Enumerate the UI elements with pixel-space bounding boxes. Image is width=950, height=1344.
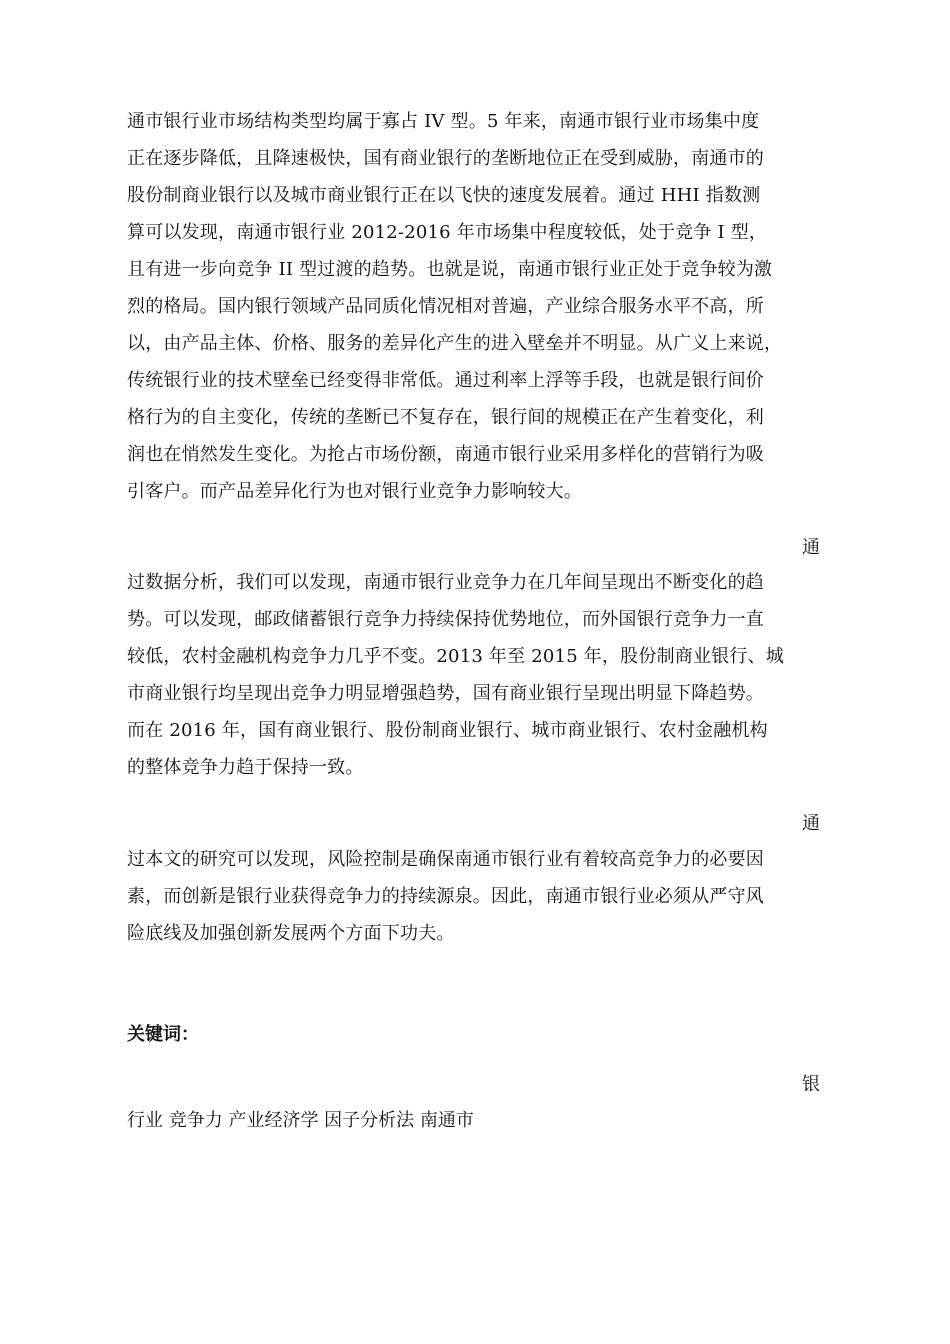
- paragraph-2-line: 市商业银行均呈现出竞争力明显增强趋势，国有商业银行呈现出明显下降趋势。: [127, 683, 764, 704]
- paragraph-3-line: 险底线及加强创新发展两个方面下功夫。: [127, 923, 455, 944]
- paragraph-1-line: 且有进一步向竞争 II 型过渡的趋势。也就是说，南通市银行业正处于竞争较为激: [127, 259, 773, 280]
- paragraph-1-line: 以，由产品主体、价格、服务的差异化产生的进入壁垒并不明显。从广义上来说，: [127, 333, 783, 354]
- paragraph-1-line: 正在逐步降低，且降速极快，国有商业银行的垄断地位正在受到威胁，南通市的: [127, 148, 764, 169]
- paragraph-2-line: 过数据分析，我们可以发现，南通市银行业竞争力在几年间呈现出不断变化的趋: [127, 572, 764, 593]
- paragraph-1-line: 烈的格局。国内银行领域产品同质化情况相对普遍，产业综合服务水平不高，所: [127, 296, 764, 317]
- keywords-list: 行业 竞争力 产业经济学 因子分析法 南通市: [127, 1110, 474, 1131]
- paragraph-2-line: 的整体竞争力趋于保持一致。: [127, 757, 364, 778]
- paragraph-1-line: 格行为的自主变化，传统的垄断已不复存在，银行间的规模正在产生着变化，利: [127, 407, 764, 428]
- paragraph-1-line: 通市银行业市场结构类型均属于寡占 IV 型。5 年来，南通市银行业市场集中度: [127, 111, 760, 132]
- wrapped-char: 通: [802, 537, 820, 558]
- paragraph-2-line: 而在 2016 年，国有商业银行、股份制商业银行、城市商业银行、农村金融机构: [127, 720, 768, 741]
- wrapped-char: 银: [802, 1074, 820, 1095]
- paragraph-2-line: 较低，农村金融机构竞争力几乎不变。2013 年至 2015 年，股份制商业银行、城: [127, 646, 784, 667]
- wrapped-char: 通: [802, 813, 820, 834]
- paragraph-3-line: 过本文的研究可以发现，风险控制是确保南通市银行业有着较高竞争力的必要因: [127, 849, 764, 870]
- paragraph-3-line: 素，而创新是银行业获得竞争力的持续源泉。因此，南通市银行业必须从严守风: [127, 886, 764, 907]
- paragraph-2-line: 势。可以发现，邮政储蓄银行竞争力持续保持优势地位，而外国银行竞争力一直: [127, 609, 764, 630]
- keywords-heading: 关键词：: [127, 1024, 199, 1045]
- paragraph-1-line: 润也在悄然发生变化。为抢占市场份额，南通市银行业采用多样化的营销行为吸: [127, 444, 764, 465]
- paragraph-1-line: 传统银行业的技术壁垒已经变得非常低。通过利率上浮等手段，也就是银行间价: [127, 370, 764, 391]
- paragraph-1-line: 引客户。而产品差异化行为也对银行业竞争力影响较大。: [127, 481, 582, 502]
- paragraph-1-line: 算可以发现，南通市银行业 2012-2016 年市场集中程度较低，处于竞争 I 型，: [127, 222, 768, 243]
- paragraph-1-line: 股份制商业银行以及城市商业银行正在以飞快的速度发展着。通过 HHI 指数测: [127, 185, 761, 206]
